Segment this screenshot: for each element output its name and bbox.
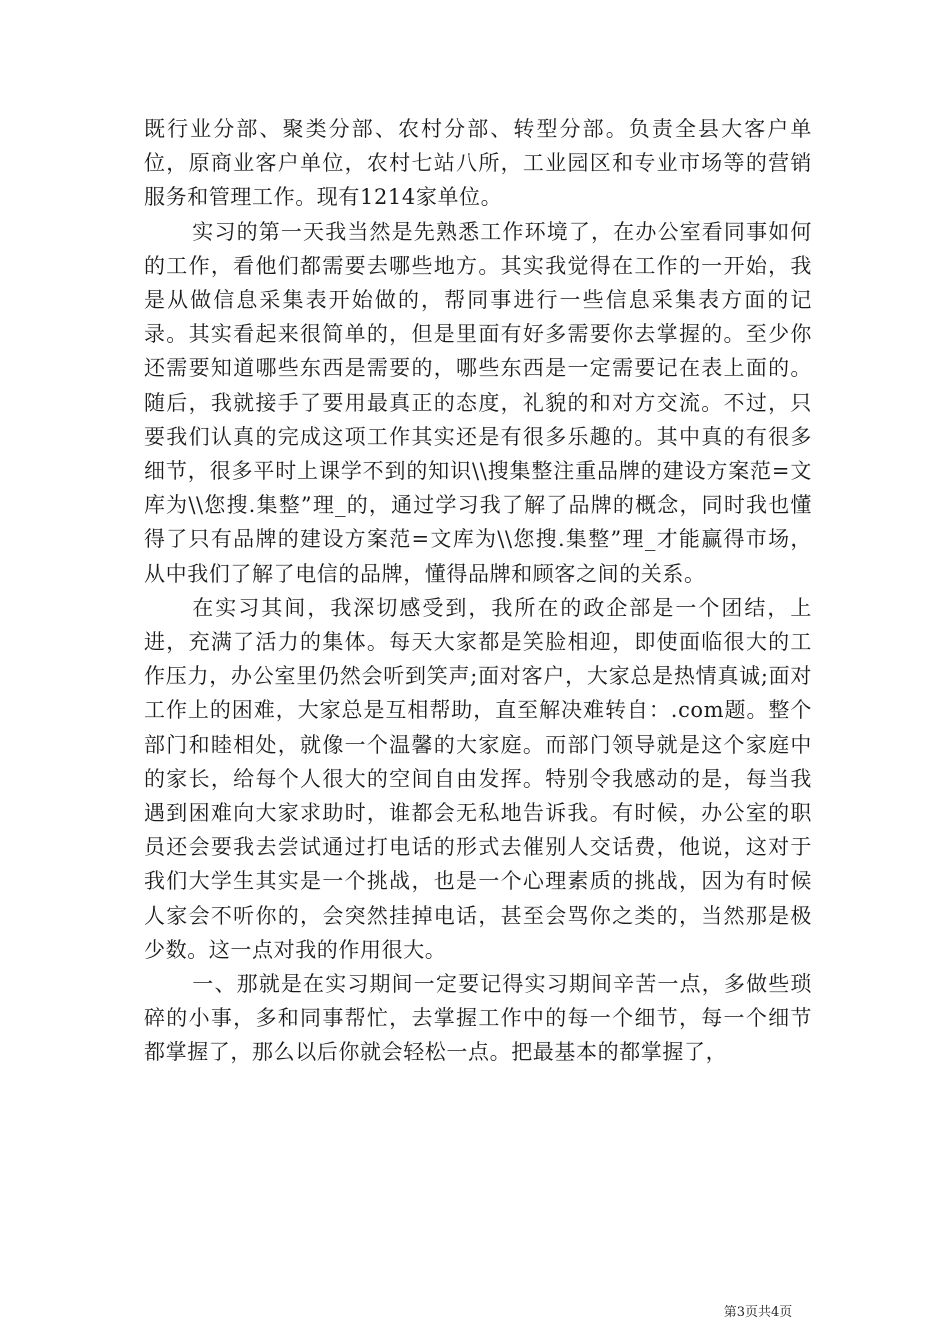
paragraph-3: 在实习其间，我深切感受到，我所在的政企部是一个团结，上进，充满了活力的集体。每天大家都是笑脸相迎，即使面临很大的工作压力，办公室里仍然会听到笑声;面对客户，大家总是热情真诚;面对工作上的困难，大家总是互相帮助，直至解决难转自：.com题。整个部门和睦相处，就像一个温馨的大家庭。而部门领导就是这个家庭中的家长，给每个人很大的空间自由发挥。特别令我感动的是，每当我遇到困难向大家求助时，谁都会无私地告诉我。有时候，办公室的职员还会要我去尝试通过打电话的形式去催别人交话费，他说，这对于我们大学生其实是一个挑战，也是一个心理素质的挑战，因为有时候人家会不听你的，会突然挂掉电话，甚至会骂你之类的，当然那是极少数。这一点对我的作用很大。 bbox=[144, 595, 812, 962]
paragraph-4: 一、那就是在实习期间一定要记得实习期间辛苦一点，多做些琐碎的小事，多和同事帮忙，去掌握工作中的每一个细节，每一个细节都掌握了，那么以后你就会轻松一点。把最基本的都掌握了， bbox=[144, 972, 812, 1065]
page-footer bbox=[0, 1301, 950, 1320]
page-number: 第3页共4页 bbox=[723, 1305, 793, 1320]
paragraph-2: 实习的第一天我当然是先熟悉工作环境了，在办公室看同事如何的工作，看他们都需要去哪些地方。其实我觉得在工作的一开始，我是从做信息采集表开始做的，帮同事进行一些信息采集表方面的记录。其实看起来很简单的，但是里面有好多需要你去掌握的。至少你还需要知道哪些东西是需要的，哪些东西是一定需要记在表上面的。随后，我就接手了要用最真正的态度，礼貌的和对方交流。不过，只要我们认真的完成这项工作其实还是有很多乐趣的。其中真的有很多细节，很多平时上课学不到的知识\\搜集整注重品牌的建设方案范=文库为\\您搜.集整”理_的，通过学习我了解了品牌的概念，同时我也懂得了只有品牌的建设方案范=文库为\\您搜.集整”理_才能赢得市场，从中我们了解了电信的品牌，懂得品牌和顾客之间的关系。 bbox=[144, 219, 812, 586]
document-body bbox=[144, 112, 812, 1070]
paragraph-1: 既行业分部、聚类分部、农村分部、转型分部。负责全县大客户单位，原商业客户单位，农村七站八所，工业园区和专业市场等的营销服务和管理工作。现有1214家单位。 bbox=[144, 117, 812, 210]
